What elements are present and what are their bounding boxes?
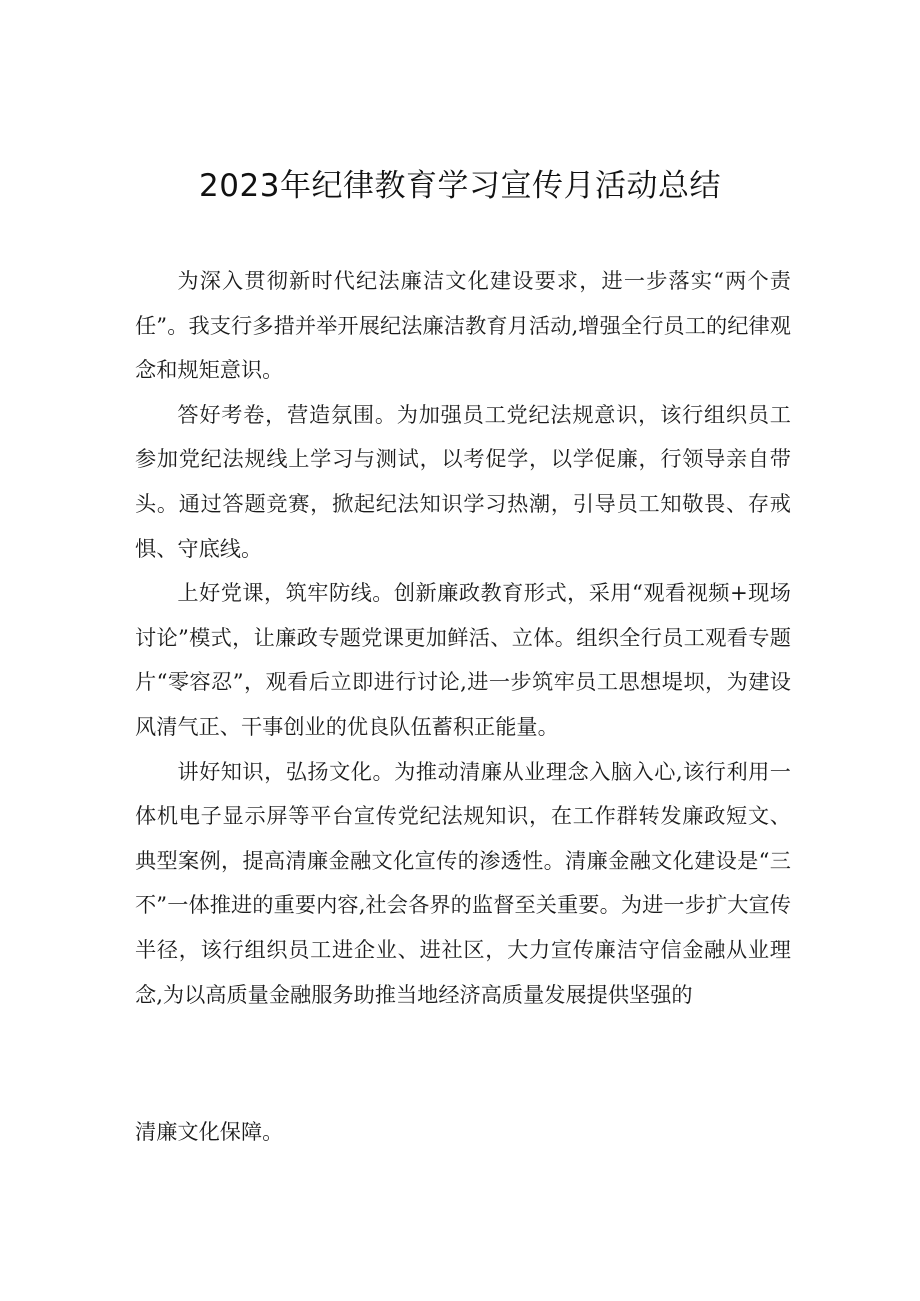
paragraph-knowledge-culture: 讲好知识，弘扬文化。为推动清廉从业理念入脑入心,该行利用一体机电子显示屏等平台宣传党纪法规知识，在工作群转发廉政短文、典型案例，提高清廉金融文化宣传的渗透性。清廉金融文化建设是“三不”一体推进的重要内容,社会各界的监督至关重要。为进一步扩大宣传半径，该行组织员工进企业、进社区，大力宣传廉洁守信金融从业理念,为以高质量金融服务助推当地经济高质量发展提供坚强的 bbox=[135, 758, 791, 1007]
document-title: 2023年纪律教育学习宣传月活动总结 bbox=[199, 168, 721, 204]
paragraph-exam: 答好考卷，营造氛围。为加强员工党纪法规意识，该行组织员工参加党纪法规线上学习与测试，以考促学，以学促廉，行领导亲自带头。通过答题竞赛，掀起纪法知识学习热潮，引导员工知敬畏、存戒惧、守底线。 bbox=[135, 401, 791, 561]
paragraph-intro: 为深入贯彻新时代纪法廉洁文化建设要求，进一步落实“两个责任”。我支行多措并举开展纪法廉洁教育月活动,增强全行员工的纪律观念和规矩意识。 bbox=[135, 268, 791, 383]
paragraph-party-lesson: 上好党课，筑牢防线。创新廉政教育形式，采用“观看视频+现场讨论”模式，让廉政专题党课更加鲜活、立体。组织全行员工观看专题片“零容忍”，观看后立即进行讨论,进一步筑牢员工思想堤坝，为建设风清气正、干事创业的优良队伍蓄积正能量。 bbox=[135, 580, 791, 739]
closing-line: 清廉文化保障。 bbox=[135, 1119, 284, 1144]
document-body bbox=[135, 259, 791, 1017]
